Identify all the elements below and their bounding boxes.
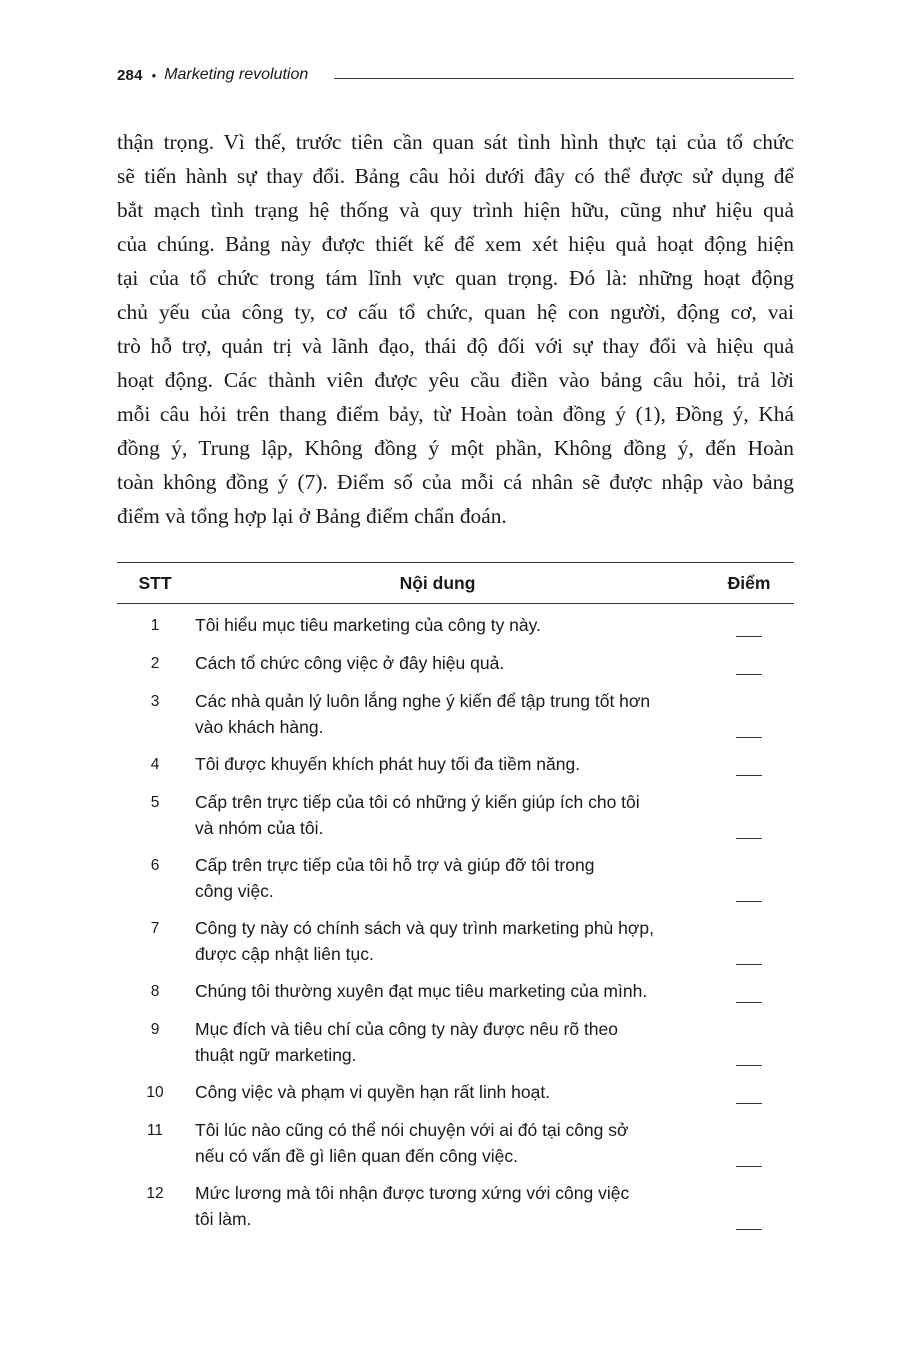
page-number: 284 bbox=[117, 66, 143, 84]
table-row bbox=[117, 1079, 794, 1106]
score-cell bbox=[704, 1080, 794, 1106]
score-blank-line bbox=[736, 964, 762, 965]
body-line: điểm và tổng hợp lại ở Bảng điểm chẩn đoán. bbox=[117, 504, 507, 528]
score-blank-line bbox=[736, 1166, 762, 1167]
score-blank-line bbox=[736, 901, 762, 902]
score-blank-line bbox=[736, 1103, 762, 1104]
row-statement: Các nhà quản lý luôn lắng nghe ý kiến để tập trung tốt hơn vào khách hàng. bbox=[195, 691, 651, 737]
table-header-row bbox=[117, 563, 794, 604]
score-cell bbox=[704, 613, 794, 639]
row-statement: Cách tổ chức công việc ở đây hiệu quả. bbox=[195, 653, 505, 673]
row-statement: Công việc và phạm vi quyền hạn rất linh hoạt. bbox=[195, 1082, 551, 1102]
survey-table bbox=[117, 562, 794, 1232]
row-statement: Mục đích và tiêu chí của công ty này được nêu rõ theo thuật ngữ marketing. bbox=[195, 1019, 619, 1065]
body-line: chủ yếu của công ty, cơ cấu tổ chức, quan hệ con người, động cơ, vai bbox=[117, 300, 794, 324]
score-cell bbox=[704, 941, 794, 967]
header-bullet: • bbox=[151, 67, 157, 83]
body-line: sẽ tiến hành sự thay đổi. Bảng câu hỏi dưới đây có thể được sử dụng để bbox=[117, 164, 794, 188]
row-number: 9 bbox=[150, 1021, 160, 1038]
body-line: hoạt động. Các thành viên được yêu cầu điền vào bảng câu hỏi, trả lời bbox=[117, 368, 794, 392]
header-score: Điểm bbox=[727, 572, 771, 593]
row-number: 6 bbox=[150, 857, 160, 874]
body-line: toàn không đồng ý (7). Điểm số của mỗi cá nhân sẽ được nhập vào bảng bbox=[117, 470, 794, 494]
body-line: đồng ý, Trung lập, Không đồng ý một phần, Không đồng ý, đến Hoàn bbox=[117, 436, 794, 460]
body-line: của chúng. Bảng này được thiết kế để xem xét hiệu quả hoạt động hiện bbox=[117, 232, 794, 256]
score-blank-line bbox=[736, 1229, 762, 1230]
row-number: 7 bbox=[150, 920, 160, 937]
table-row bbox=[117, 852, 794, 904]
row-statement: Tôi lúc nào cũng có thể nói chuyện với ai đó tại công sở nếu có vấn đề gì liên quan đến công việc. bbox=[195, 1120, 629, 1166]
row-number: 4 bbox=[150, 756, 160, 773]
body-paragraph bbox=[117, 125, 794, 533]
row-statement: Chúng tôi thường xuyên đạt mục tiêu marketing của mình. bbox=[195, 981, 648, 1001]
score-cell bbox=[704, 1143, 794, 1169]
row-number: 3 bbox=[150, 693, 160, 710]
table-body bbox=[117, 612, 794, 1232]
table-row bbox=[117, 650, 794, 677]
score-blank-line bbox=[736, 1065, 762, 1066]
row-statement: Cấp trên trực tiếp của tôi có những ý kiến giúp ích cho tôi và nhóm của tôi. bbox=[195, 792, 640, 838]
row-statement: Công ty này có chính sách và quy trình marketing phù hợp, được cập nhật liên tục. bbox=[195, 918, 654, 964]
score-cell bbox=[704, 714, 794, 740]
row-number: 5 bbox=[150, 794, 160, 811]
body-line: mỗi câu hỏi trên thang điểm bảy, từ Hoàn toàn đồng ý (1), Đồng ý, Khá bbox=[117, 402, 794, 426]
table-row bbox=[117, 1117, 794, 1169]
score-cell bbox=[704, 651, 794, 677]
table-row bbox=[117, 1016, 794, 1068]
table-row bbox=[117, 612, 794, 639]
score-blank-line bbox=[736, 1002, 762, 1003]
score-blank-line bbox=[736, 737, 762, 738]
score-cell bbox=[704, 815, 794, 841]
score-blank-line bbox=[736, 775, 762, 776]
header-stt: STT bbox=[138, 572, 172, 593]
row-statement: Tôi được khuyến khích phát huy tối đa tiềm năng. bbox=[195, 754, 581, 774]
header-content: Nội dung bbox=[399, 572, 476, 593]
running-header bbox=[117, 62, 794, 88]
body-line: trò hỗ trợ, quản trị và lãnh đạo, thái độ đối với sự thay đổi và hiệu quả bbox=[117, 334, 794, 358]
score-cell bbox=[704, 979, 794, 1005]
row-statement: Tôi hiểu mục tiêu marketing của công ty này. bbox=[195, 615, 541, 635]
row-statement: Cấp trên trực tiếp của tôi hỗ trợ và giúp đỡ tôi trong công việc. bbox=[195, 855, 595, 901]
score-blank-line bbox=[736, 674, 762, 675]
row-number: 2 bbox=[150, 655, 160, 672]
header-rule bbox=[334, 78, 794, 79]
row-number: 12 bbox=[146, 1185, 164, 1202]
score-cell bbox=[704, 1206, 794, 1232]
table-row bbox=[117, 915, 794, 967]
table-row bbox=[117, 978, 794, 1005]
score-cell bbox=[704, 1042, 794, 1068]
table-row bbox=[117, 1180, 794, 1232]
row-number: 1 bbox=[150, 617, 160, 634]
body-line: tại của tổ chức trong tám lĩnh vực quan trọng. Đó là: những hoạt động bbox=[117, 266, 794, 290]
row-number: 11 bbox=[146, 1122, 164, 1139]
row-number: 8 bbox=[150, 983, 160, 1000]
row-number: 10 bbox=[146, 1084, 164, 1101]
table-row bbox=[117, 789, 794, 841]
row-statement: Mức lương mà tôi nhận được tương xứng với công việc tôi làm. bbox=[195, 1183, 630, 1229]
body-line: bắt mạch tình trạng hệ thống và quy trình hiện hữu, cũng như hiệu quả bbox=[117, 198, 794, 222]
score-blank-line bbox=[736, 838, 762, 839]
book-title: Marketing revolution bbox=[164, 66, 309, 83]
score-cell bbox=[704, 878, 794, 904]
table-row bbox=[117, 751, 794, 778]
score-cell bbox=[704, 752, 794, 778]
body-line: thận trọng. Vì thế, trước tiên cần quan sát tình hình thực tại của tổ chức bbox=[117, 130, 794, 154]
score-blank-line bbox=[736, 636, 762, 637]
table-row bbox=[117, 688, 794, 740]
